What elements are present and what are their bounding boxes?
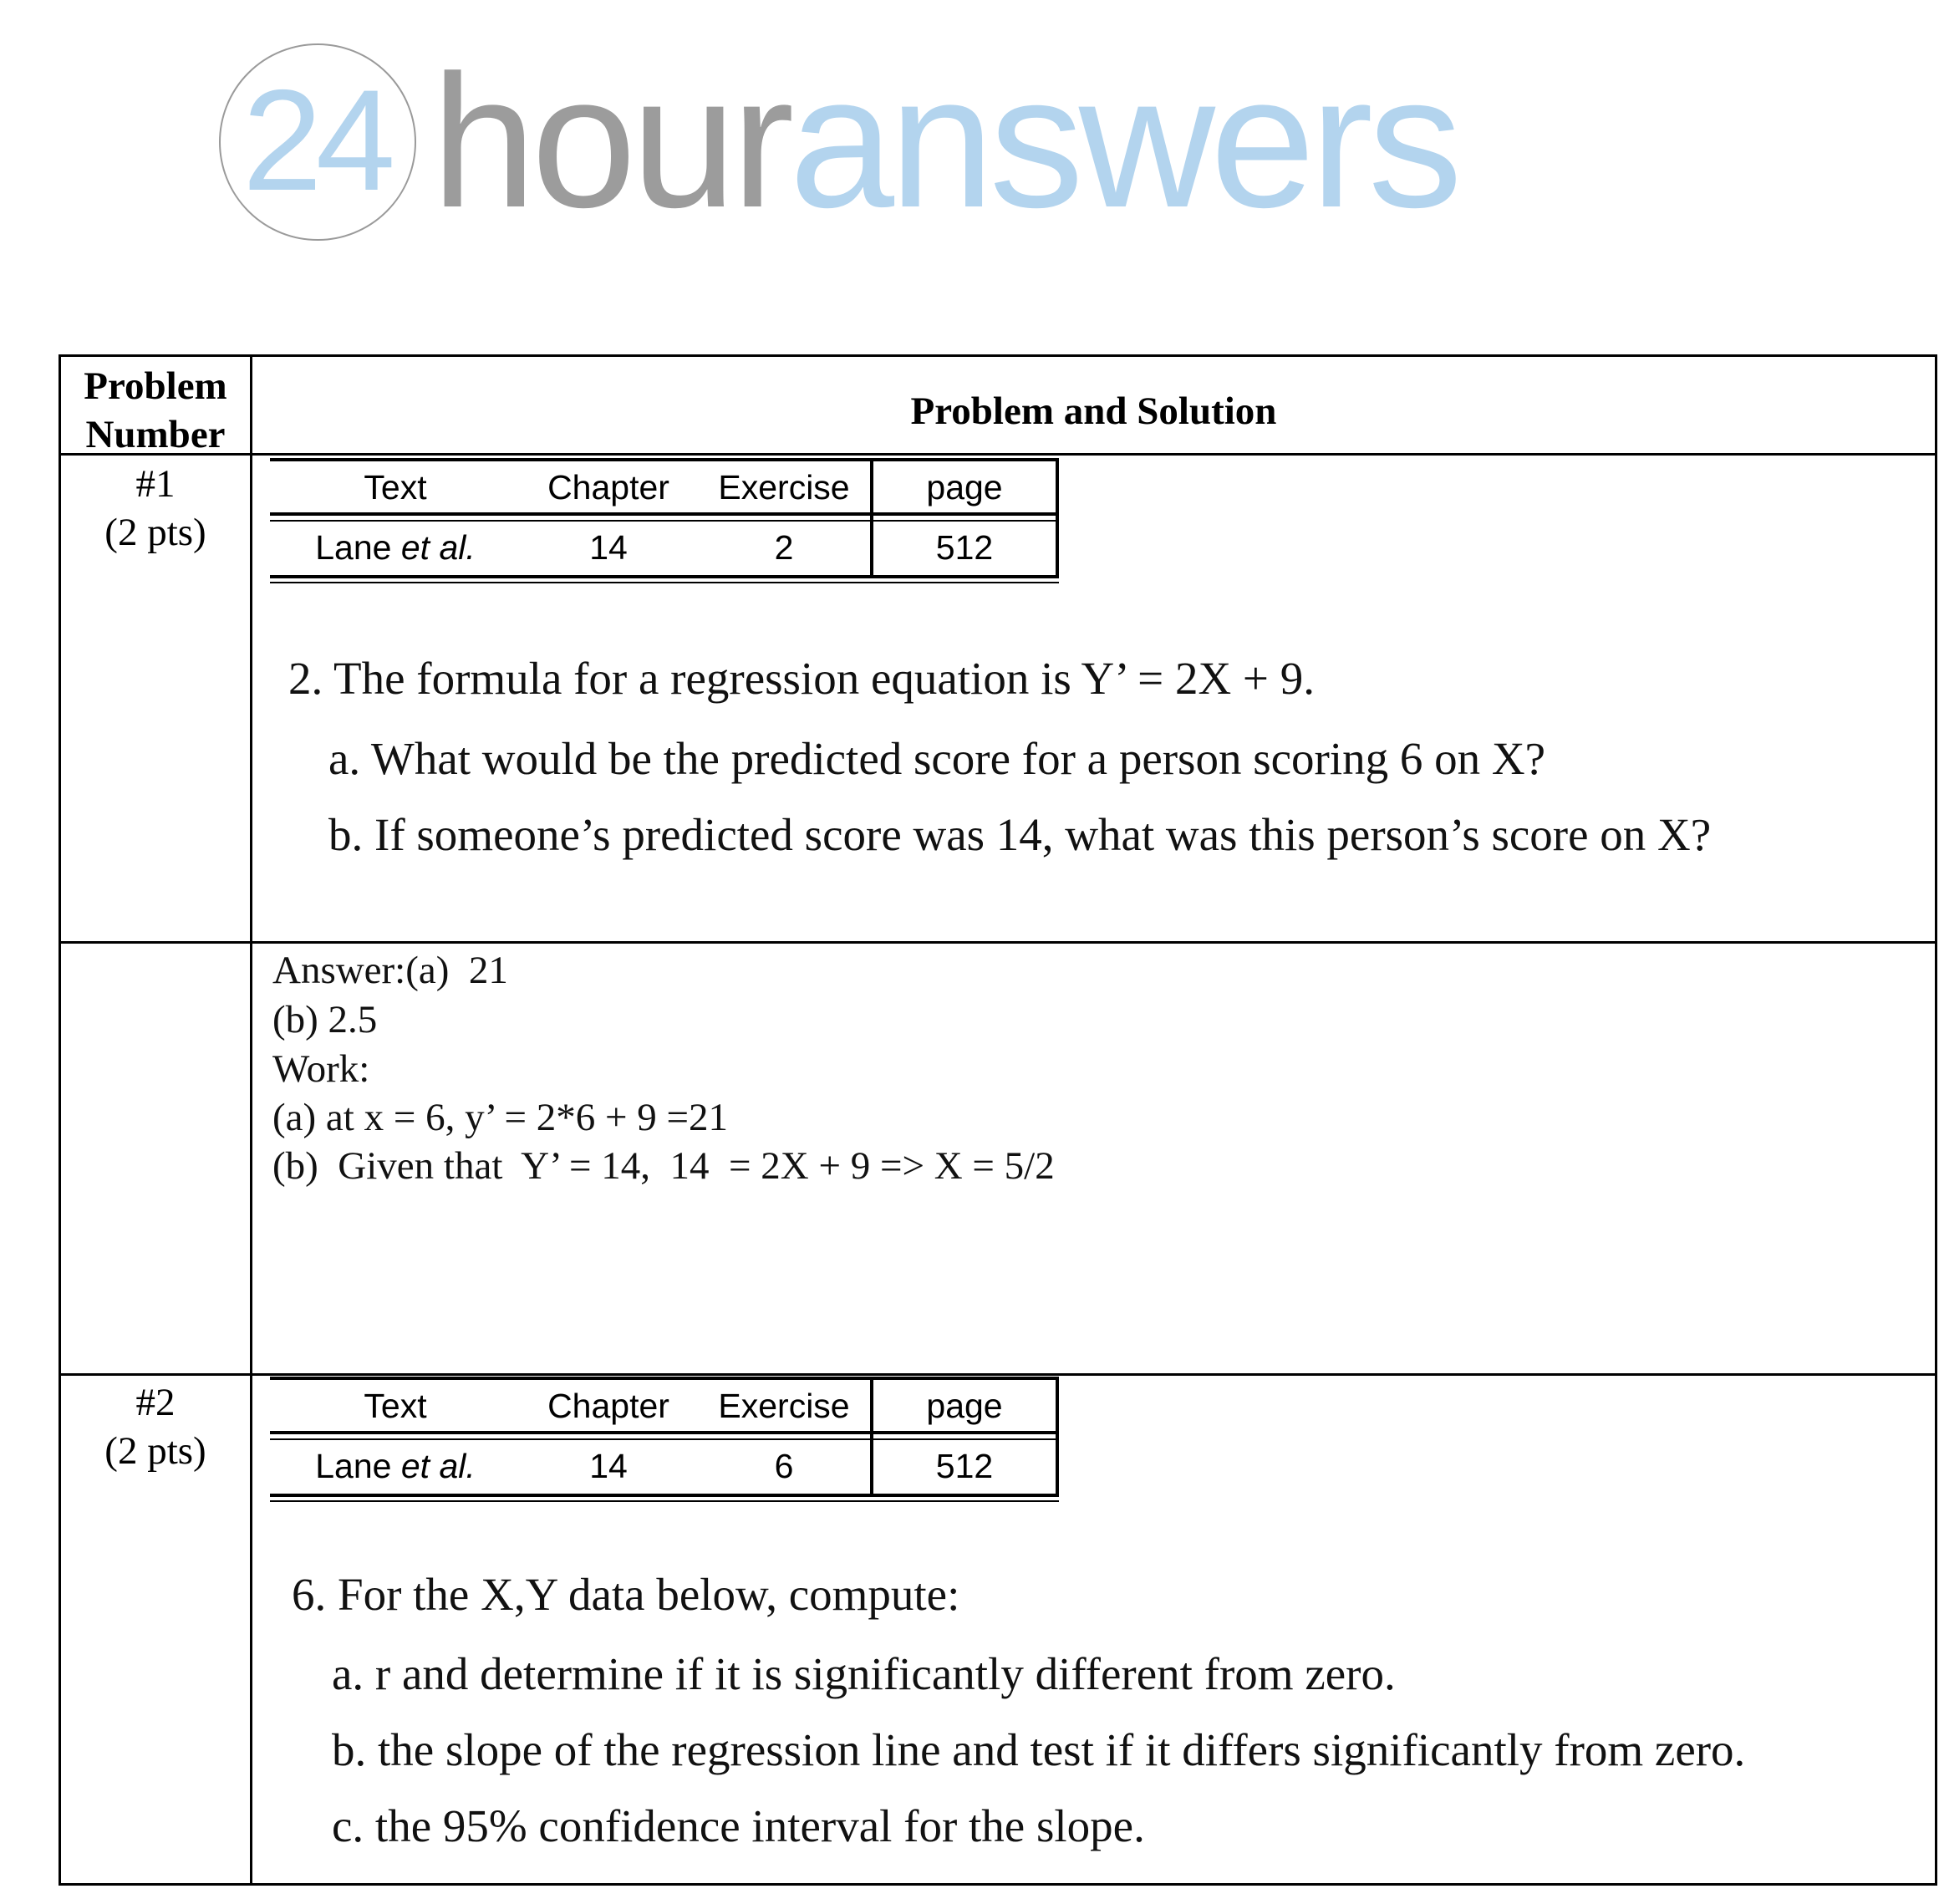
problem-1-reference-table [270,458,1059,583]
ref-chapter-value: 14 [589,528,628,567]
logo-number: 24 [242,60,389,221]
problem-1-statement-line: 2. The formula for a regression equation is Y’ = 2X + 9. [288,653,1315,704]
problem-1-number: #1 [135,462,176,506]
ref-bottom-rule-thin [270,582,1059,583]
problem-1-answer-line: (b) Given that Y’ = 14, 14 = 2X + 9 => X = 5/2 [272,1144,1055,1188]
ref-header-chapter: Chapter [547,1387,669,1425]
header-divider [61,453,1935,456]
ref-top-rule [270,1377,1059,1380]
ref-bottom-rule [270,575,1059,578]
header-problem-number-line1: Problem [84,364,227,408]
ref-text-author: Lane [315,528,392,567]
logo-word-hour: hour [431,35,790,247]
problem-1-points: (2 pts) [104,511,206,554]
ref-top-rule [270,458,1059,461]
ref-header-text: Text [364,1387,427,1425]
ref-mid-rule [270,512,1059,516]
row-divider [61,941,1935,944]
problem-table [59,354,1937,1886]
ref-header-chapter: Chapter [547,468,669,507]
ref-header-exercise: Exercise [718,468,850,507]
problem-1-statement-line: a. What would be the predicted score for a person scoring 6 on X? [328,733,1545,784]
problem-1-statement-line: b. If someone’s predicted score was 14, what was this person’s score on X? [328,809,1712,860]
problem-2-points: (2 pts) [104,1429,206,1473]
problem-2-reference-table [270,1377,1059,1502]
problem-2-statement-line: b. the slope of the regression line and test if it differs significantly from zero. [332,1724,1746,1775]
problem-2-statement-line: a. r and determine if it is significantly different from zero. [332,1648,1396,1699]
problem-2-number-cell [61,1378,250,1475]
ref-header-exercise: Exercise [718,1387,850,1425]
problem-1-answer-line: Work: [272,1047,370,1091]
ref-exercise-value: 6 [774,1447,794,1485]
ref-text-author: Lane [315,1447,392,1485]
ref-mid-rule [270,1431,1059,1434]
header-problem-and-solution: Problem and Solution [910,389,1277,433]
ref-header-text: Text [364,468,427,507]
ref-bottom-rule [270,1494,1059,1497]
ref-text-value [270,527,521,568]
problem-1-answer-line: (a) at x = 6, y’ = 2*6 + 9 =21 [272,1096,729,1139]
ref-page-value: 512 [935,1447,994,1485]
header-problem-number-line2: Number [85,413,226,456]
header-problem-number [61,362,250,459]
problem-2-statement-line: c. the 95% confidence interval for the slope. [332,1800,1145,1851]
ref-bottom-rule-thin [270,1500,1059,1502]
ref-mid-rule-thin [270,1438,1059,1440]
ref-header-page: page [926,468,1003,507]
ref-page-value: 512 [935,528,994,567]
problem-1-answer-line: Answer:(a) 21 [272,949,508,992]
ref-right-edge [1056,1377,1059,1495]
ref-text-etal: et al. [400,1447,476,1485]
logo-wordmark [431,35,1458,247]
ref-chapter-value: 14 [589,1447,628,1485]
ref-exercise-value: 2 [774,528,794,567]
ref-right-edge [1056,458,1059,577]
problem-2-number: #2 [135,1381,176,1424]
problem-2-statement-line: 6. For the X,Y data below, compute: [292,1569,960,1620]
ref-mid-rule-thin [270,520,1059,522]
column-divider [250,357,252,1883]
logo-word-answers: answers [789,35,1458,247]
row-divider [61,1373,1935,1376]
ref-text-value [270,1445,521,1487]
logo [219,35,1458,249]
ref-text-etal: et al. [400,528,476,567]
problem-1-answer-line: (b) 2.5 [272,998,378,1041]
ref-header-page: page [926,1387,1003,1425]
problem-1-number-cell [61,460,250,557]
